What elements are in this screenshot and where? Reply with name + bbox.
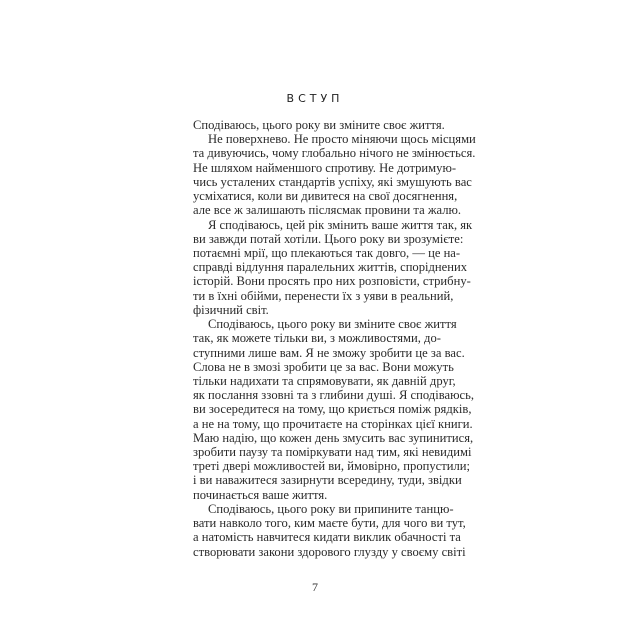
text-line: і ви наважитеся зазирнути всередину, туди, звідки xyxy=(193,473,462,488)
text-line: а не на тому, що прочитаєте на сторінках цієї книги. xyxy=(193,416,473,431)
text-line: ви завжди потай хотіли. Цього року ви зрозумієте: xyxy=(193,231,464,246)
text-line: та дивуючись, чому глобально нічого не змінюється. xyxy=(193,146,476,161)
text-line: а натомість навчитеся кидати виклик обачності та xyxy=(193,530,461,545)
text-line: Сподіваюсь, цього року ви зміните своє життя. xyxy=(193,118,445,132)
page-number: 7 xyxy=(312,580,318,594)
text-line: усміхатися, коли ви дивитеся на свої досягнення, xyxy=(193,189,458,204)
paragraph xyxy=(193,118,445,132)
chapter-body xyxy=(193,118,476,559)
text-line: тільки надихати та спрямовувати, як давній друг, xyxy=(193,373,456,388)
text-line: так, як можете тільки ви, з можливостями, до- xyxy=(193,331,441,346)
text-line: вати навколо того, ким маєте бути, для чого ви тут, xyxy=(193,516,466,531)
text-line: Маю надію, що кожен день змусить вас зупинитися, xyxy=(193,430,474,445)
text-line: чись усталених стандартів успіху, які змушують вас xyxy=(193,174,472,189)
text-line: Я сподіваюсь, цей рік змінить ваше життя так, як xyxy=(208,217,473,232)
text-line: справді відлуння паралельних життів, споріднених xyxy=(193,260,468,275)
text-line: Не поверхнево. Не просто міняючи щось місцями xyxy=(208,132,476,147)
text-line: фізичний світ. xyxy=(193,302,269,317)
paragraph xyxy=(193,501,466,559)
paragraph xyxy=(193,132,476,218)
text-line: але все ж залишають післясмак провини та жалю. xyxy=(193,203,462,218)
text-line: починається ваше життя. xyxy=(193,487,328,502)
text-line: створювати закони здорового глузду у своєму світі xyxy=(193,544,466,559)
text-line: ступними лише вам. Я не зможу зробити це за вас. xyxy=(193,345,465,360)
text-line: потаємні мрії, що плекаються так довго, — це на- xyxy=(193,245,461,260)
text-line: зробити паузу та поміркувати над тим, які невидимі xyxy=(193,445,472,460)
text-line: як послання ззовні та з глибини душі. Я сподіваюсь, xyxy=(193,388,474,403)
text-line: треті двері можливостей ви, ймовірно, пропустили; xyxy=(193,459,471,474)
text-line: ти в їхні обійми, перенести їх з уяви в реальний, xyxy=(193,288,454,303)
text-line: Не шляхом найменшого спротиву. Не дотримую- xyxy=(193,160,457,175)
text-line: Слова не в змозі зробити це за вас. Вони можуть xyxy=(193,359,454,374)
chapter-heading: ВСТУП xyxy=(286,92,344,105)
paragraph xyxy=(193,317,474,502)
text-line: Сподіваюсь, цього року ви зміните своє життя xyxy=(208,317,457,332)
text-line: історій. Вони просять про них розповісти, стрибну- xyxy=(193,274,471,289)
paragraph xyxy=(193,217,473,318)
text-line: ви зосередитеся на тому, що криється поміж рядків, xyxy=(193,402,472,417)
text-line: Сподіваюсь, цього року ви припините танцю- xyxy=(208,501,454,516)
